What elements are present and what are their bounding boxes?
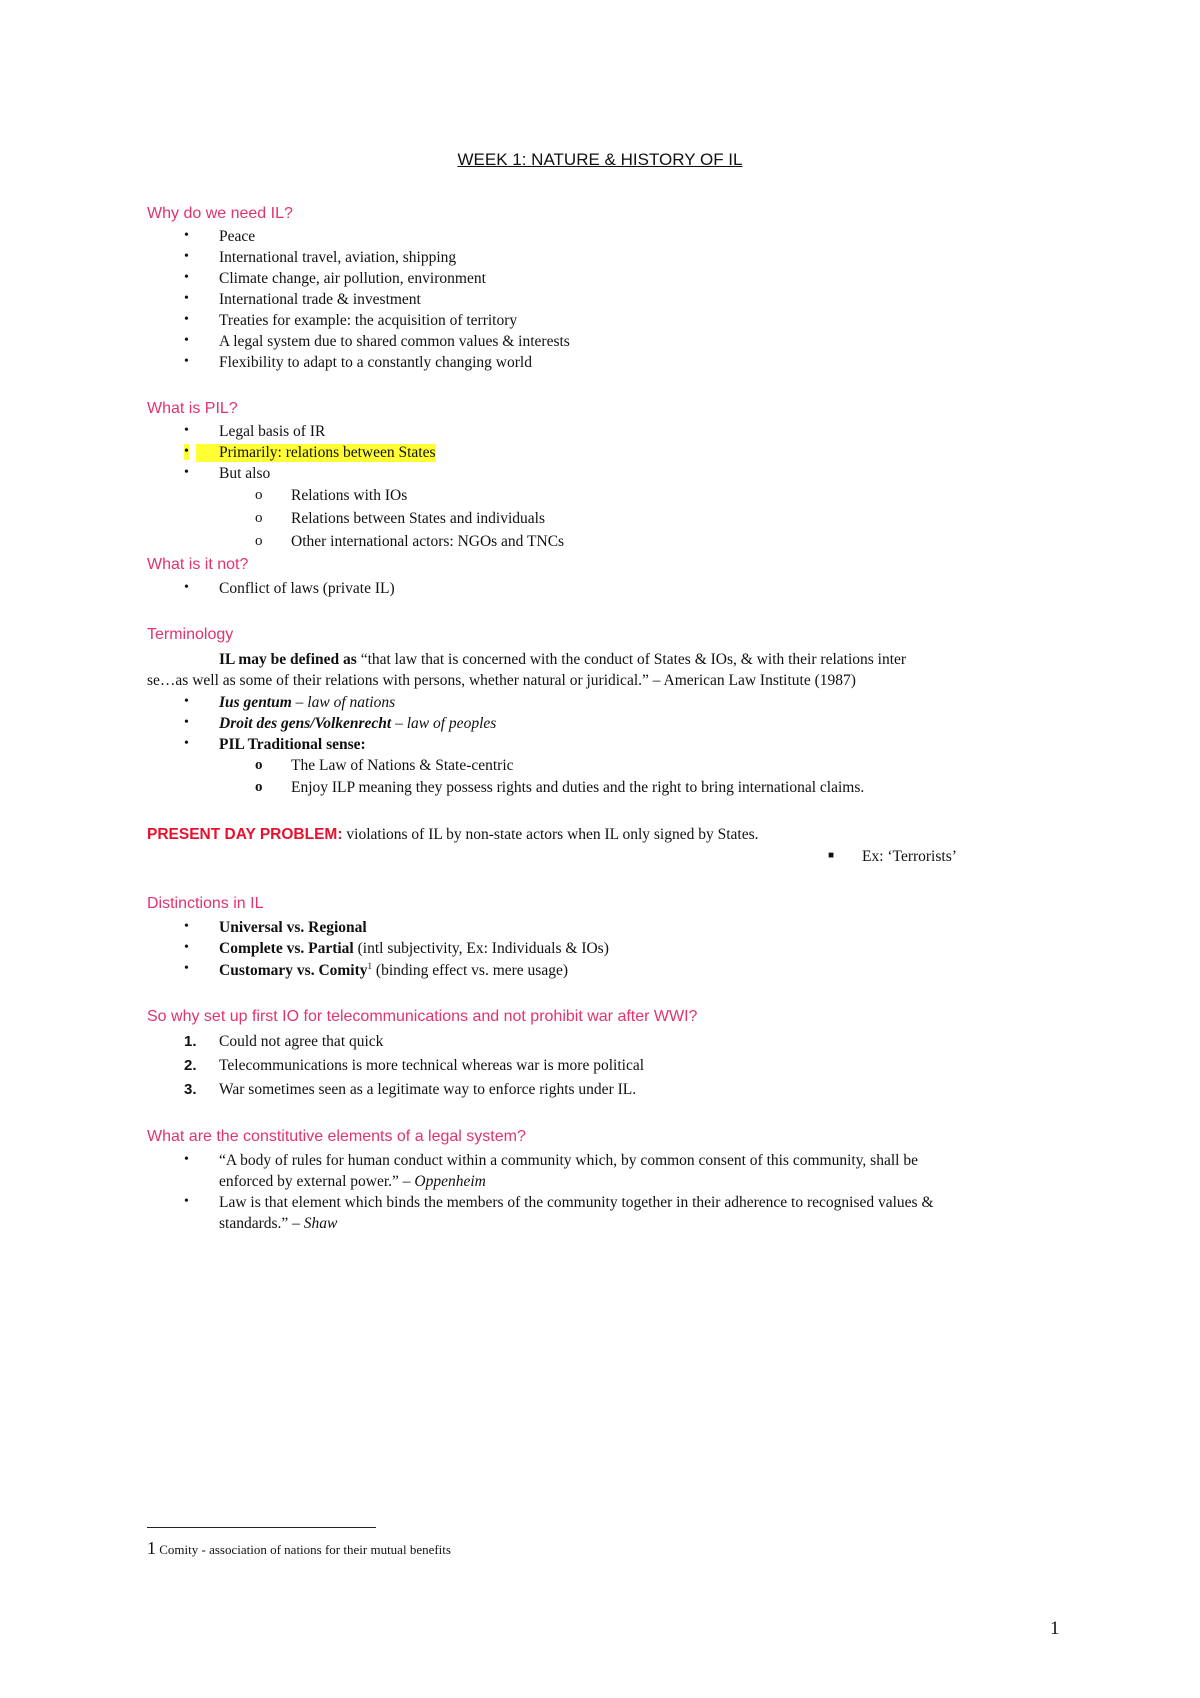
- term-name: Ius gentum: [219, 694, 292, 711]
- bullet-icon: •: [184, 940, 189, 955]
- bullet-icon: •: [184, 694, 189, 709]
- quote-oppenheim-line-2: [219, 1173, 486, 1191]
- quote-author: Oppenheim: [414, 1173, 486, 1190]
- distinction-detail: (intl subjectivity, Ex: Individuals & IOs): [353, 940, 609, 957]
- list-item-highlighted: Primarily: relations between States: [196, 444, 436, 462]
- footnote-ref[interactable]: 1: [367, 961, 373, 971]
- term-pil-traditional: [219, 736, 366, 754]
- bullet-icon: •: [184, 1194, 189, 1209]
- sub-bullet-icon: o: [255, 510, 263, 526]
- sub-list-item: Enjoy ILP meaning they possess rights and duties and the right to bring international claims.: [291, 779, 865, 796]
- present-day-problem: [147, 826, 759, 844]
- quote-shaw-line-1: Law is that element which binds the members of the community together in their adherence to recognised values &: [219, 1194, 934, 1211]
- distinction-name: Universal vs. Regional: [219, 919, 367, 936]
- definition-line-2: se…as well as some of their relations with persons, whether natural or juridical.” – American Law Institute (1987): [147, 672, 856, 689]
- bullet-icon: •: [184, 919, 189, 934]
- sub-bullet-icon: o: [255, 757, 263, 773]
- distinction-item: [219, 919, 367, 937]
- quote-oppenheim-line-1: “A body of rules for human conduct within a community which, by common consent of this community, shall be: [219, 1152, 918, 1169]
- list-item: Climate change, air pollution, environment: [219, 270, 486, 287]
- definition-line-1: [219, 651, 906, 669]
- term-meaning: – law of nations: [291, 694, 396, 711]
- sub-list-item: Other international actors: NGOs and TNCs: [291, 533, 565, 550]
- bullet-icon: •: [184, 270, 189, 285]
- list-number: 3.: [184, 1081, 197, 1098]
- bullet-icon: •: [184, 465, 189, 480]
- list-item: Legal basis of IR: [219, 423, 326, 440]
- problem-label: PRESENT DAY PROBLEM:: [147, 826, 343, 843]
- bullet-icon: •: [184, 444, 189, 459]
- quote-text: standards.” –: [219, 1215, 304, 1232]
- list-number: 2.: [184, 1057, 197, 1074]
- footnote-separator: [147, 1527, 376, 1528]
- heading-why-need-il: Why do we need IL?: [147, 205, 293, 222]
- sub-bullet-icon: o: [255, 487, 263, 503]
- bullet-icon: •: [184, 354, 189, 369]
- bullet-icon: •: [184, 249, 189, 264]
- problem-example: Ex: ‘Terrorists’: [862, 848, 957, 865]
- quote-text: enforced by external power.” –: [219, 1173, 415, 1190]
- distinction-item: [219, 940, 609, 958]
- sub-list-item: The Law of Nations & State-centric: [291, 757, 514, 774]
- distinction-item: [219, 961, 568, 980]
- term-ius-gentum: [219, 694, 395, 712]
- quote-author: Shaw: [303, 1215, 338, 1232]
- definition-text: “that law that is concerned with the conduct of States & IOs, & with their relations inter: [360, 651, 907, 668]
- footnote-number: 1: [147, 1538, 156, 1558]
- bullet-icon: •: [184, 715, 189, 730]
- bullet-icon: •: [184, 580, 189, 595]
- sub-list-item: Relations with IOs: [291, 487, 408, 504]
- distinction-detail: (binding effect vs. mere usage): [372, 962, 569, 980]
- bullet-icon: •: [184, 961, 189, 976]
- heading-what-is-it-not: What is it not?: [147, 556, 249, 573]
- list-item: A legal system due to shared common values & interests: [219, 333, 570, 350]
- term-name: Droit des gens/Volkenrecht: [219, 715, 392, 732]
- bullet-icon: •: [184, 423, 189, 438]
- heading-what-is-pil: What is PIL?: [147, 400, 238, 417]
- bullet-icon: •: [184, 736, 189, 751]
- sub-bullet-icon: o: [255, 779, 263, 795]
- bullet-icon: •: [184, 228, 189, 243]
- quote-shaw-line-2: [219, 1215, 337, 1233]
- numbered-item: War sometimes seen as a legitimate way to enforce rights under IL.: [219, 1081, 637, 1098]
- sub-list-item: Relations between States and individuals: [291, 510, 545, 527]
- bullet-icon: •: [184, 333, 189, 348]
- list-item: International trade & investment: [219, 291, 421, 308]
- bullet-icon: •: [184, 291, 189, 306]
- footnote-text: Comity - association of nations for their mutual benefits: [156, 1542, 451, 1557]
- distinction-name: Complete vs. Partial: [219, 940, 354, 957]
- page-number: 1: [1050, 1618, 1060, 1639]
- list-item: Treaties for example: the acquisition of territory: [219, 312, 518, 329]
- footnote: [147, 1538, 451, 1559]
- list-item: Flexibility to adapt to a constantly changing world: [219, 354, 532, 371]
- distinction-name: Customary vs. Comity: [219, 962, 368, 980]
- list-item: International travel, aviation, shipping: [219, 249, 457, 266]
- heading-telecom-question: So why set up first IO for telecommunications and not prohibit war after WWI?: [147, 1008, 698, 1025]
- heading-terminology: Terminology: [147, 626, 234, 643]
- heading-distinctions: Distinctions in IL: [147, 895, 264, 912]
- term-name: PIL Traditional sense:: [219, 736, 366, 753]
- list-item: Conflict of laws (private IL): [219, 580, 395, 597]
- square-bullet-icon: ■: [828, 850, 835, 861]
- list-item: Peace: [219, 228, 256, 245]
- bullet-icon: •: [184, 1152, 189, 1167]
- page-title: WEEK 1: NATURE & HISTORY OF IL: [457, 150, 743, 169]
- list-number: 1.: [184, 1033, 197, 1050]
- term-meaning: – law of peoples: [391, 715, 497, 732]
- problem-text: violations of IL by non-state actors when IL only signed by States.: [342, 826, 759, 843]
- bullet-icon: •: [184, 312, 189, 327]
- list-item: But also: [219, 465, 271, 482]
- numbered-item: Could not agree that quick: [219, 1033, 384, 1050]
- heading-constitutive-elements: What are the constitutive elements of a legal system?: [147, 1128, 526, 1145]
- definition-lead: IL may be defined as: [219, 651, 357, 668]
- sub-bullet-icon: o: [255, 533, 263, 549]
- numbered-item: Telecommunications is more technical whereas war is more political: [219, 1057, 645, 1074]
- term-droit-des-gens: [219, 715, 496, 733]
